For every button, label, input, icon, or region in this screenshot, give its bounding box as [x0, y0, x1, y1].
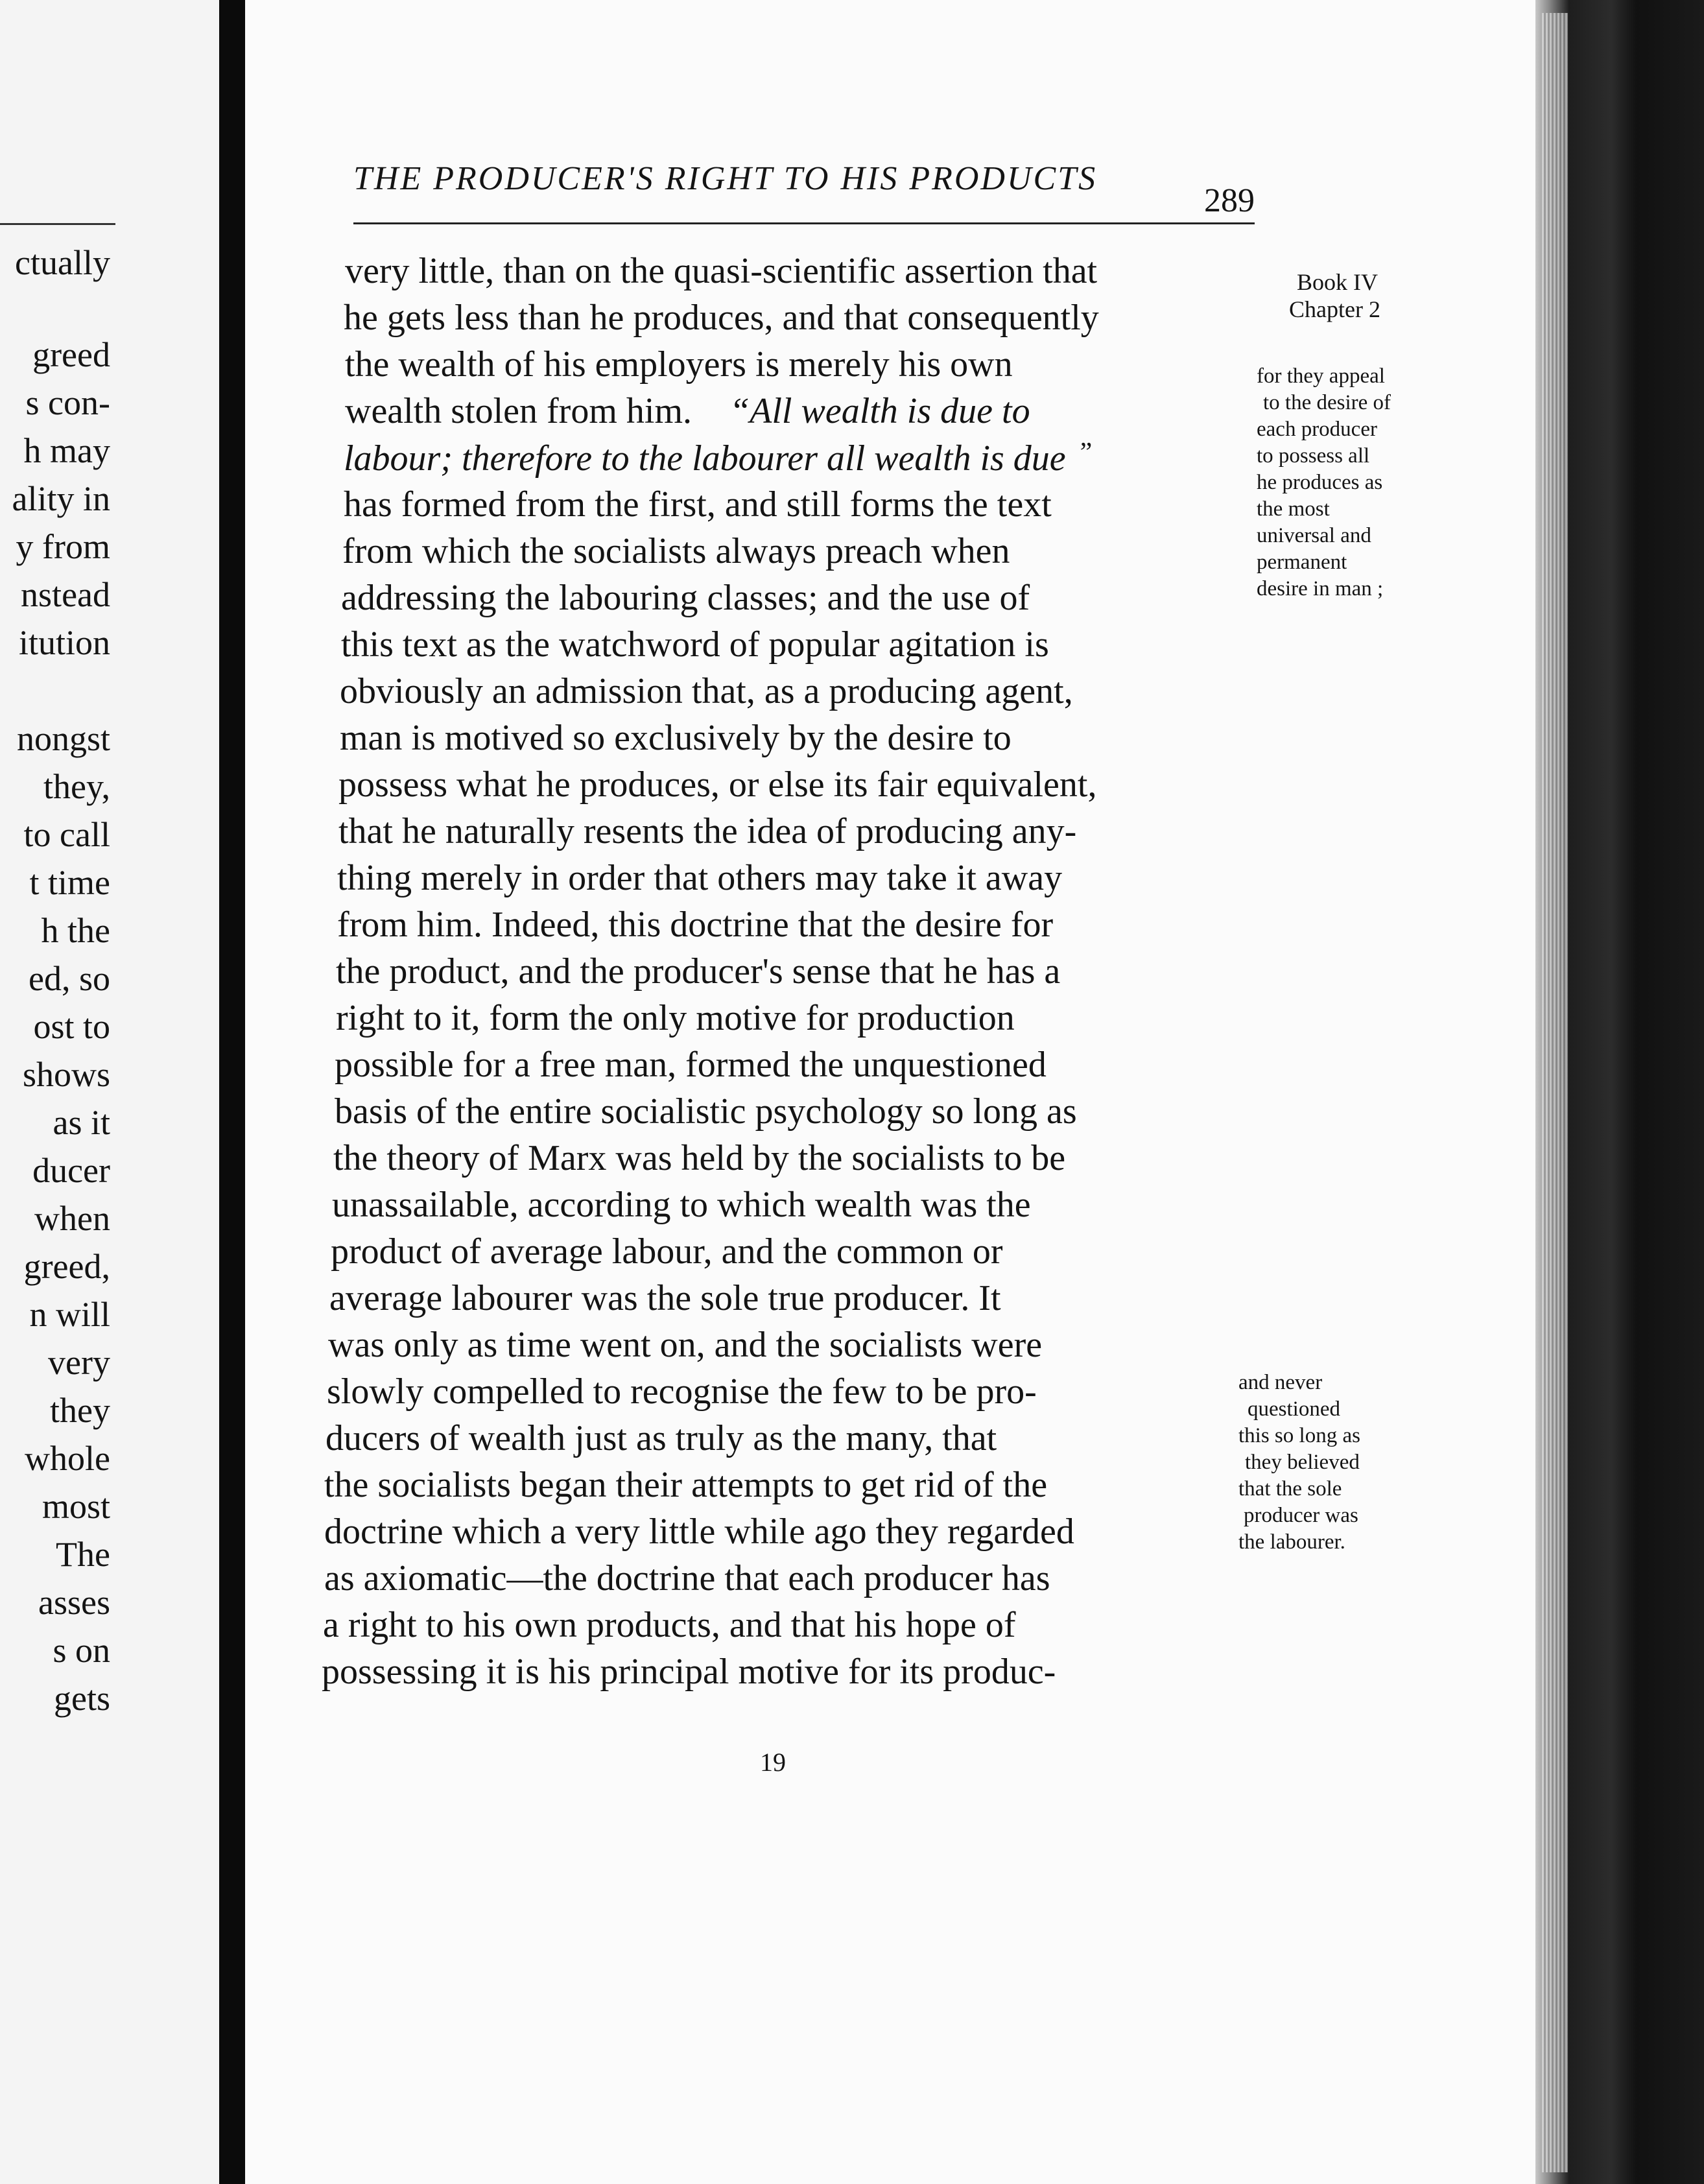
text-line: man is motived so exclusively by the desire to [340, 718, 1012, 758]
facing-line: greed [32, 335, 110, 374]
facing-line: ed, so [29, 959, 110, 998]
running-title: THE PRODUCER'S RIGHT TO HIS PRODUCTS [353, 160, 1098, 197]
text-line: addressing the labouring classes; and the use of [341, 578, 1030, 618]
side-note-line: for they appeal [1257, 364, 1385, 388]
side-note [1257, 363, 1391, 602]
text-line: from him. Indeed, this doctrine that the desire for [337, 905, 1054, 945]
text-line: slowly compelled to recognise the few to be pro- [327, 1371, 1037, 1412]
text-line: the theory of Marx was held by the socialists to be [333, 1138, 1066, 1178]
facing-line: h may [23, 431, 110, 470]
facing-line: s con- [25, 383, 110, 422]
facing-line: gets [54, 1679, 110, 1718]
side-note-line: universal and [1257, 524, 1371, 547]
facing-line: ducer [32, 1151, 110, 1190]
side-note-line: each producer [1257, 418, 1377, 441]
text-line: the socialists began their attempts to get rid of the [324, 1465, 1048, 1505]
book-label: Book IV [1297, 269, 1378, 295]
facing-line: n will [29, 1295, 110, 1334]
side-note-line: the most [1257, 497, 1330, 521]
facing-line: most [41, 1487, 110, 1526]
text-line [344, 437, 1092, 479]
text-line: this text as the watchword of popular agitation is [341, 624, 1049, 665]
text-line: ducers of wealth just as truly as the many, that [325, 1418, 997, 1458]
text-line: that he naturally resents the idea of producing any- [338, 811, 1077, 851]
facing-line: nongst [16, 719, 110, 758]
italic-quote: “All wealth is due to [729, 391, 1030, 431]
facing-line: shows [22, 1055, 110, 1094]
text-run: wealth stolen from him. [345, 391, 692, 431]
closing-quote: ” [1080, 438, 1093, 468]
side-note [1238, 1370, 1360, 1556]
text-line: product of average labour, and the common or [331, 1231, 1003, 1272]
facing-line: they, [43, 767, 110, 806]
facing-line: y from [16, 527, 110, 566]
text-line: was only as time went on, and the socialists were [328, 1325, 1043, 1365]
text-line: thing merely in order that others may take it away [337, 858, 1063, 898]
facing-line: whole [25, 1439, 110, 1478]
side-note-line: permanent [1257, 551, 1347, 574]
facing-line: greed, [23, 1247, 110, 1286]
text-line: the wealth of his employers is merely his own [345, 344, 1013, 385]
facing-line: h the [41, 911, 110, 950]
book-chapter-note [1289, 268, 1380, 323]
text-line: possessing it is his principal motive for its produc- [322, 1652, 1056, 1692]
side-note-line: he produces as [1257, 471, 1383, 494]
facing-line: itution [18, 623, 110, 662]
facing-line: very [48, 1343, 110, 1382]
facing-line: The [56, 1535, 110, 1574]
side-note-line: producer was [1244, 1504, 1358, 1527]
side-note-line: desire in man ; [1257, 577, 1384, 600]
side-note-line: they believed [1245, 1451, 1360, 1474]
text-line: a right to his own products, and that his hope of [323, 1605, 1016, 1645]
text-line: unassailable, according to which wealth was the [332, 1185, 1031, 1225]
text-line: as axiomatic—the doctrine that each producer has [324, 1558, 1050, 1598]
text-line: average labourer was the sole true producer. It [329, 1278, 1001, 1318]
facing-line: ost to [33, 1007, 110, 1046]
page-number: 289 [1204, 182, 1255, 219]
italic-quote: labour; therefore to the labourer all wealth is due [344, 438, 1066, 479]
side-note-line: and never [1238, 1371, 1323, 1394]
chapter-label: Chapter 2 [1289, 296, 1380, 322]
facing-line: s on [53, 1631, 110, 1670]
side-note-line: to possess all [1257, 444, 1370, 468]
facing-line: asses [38, 1583, 110, 1622]
text-line: basis of the entire socialistic psychology so long as [335, 1091, 1077, 1132]
signature-mark: 19 [760, 1748, 786, 1777]
text-line: obviously an admission that, as a producing agent, [340, 671, 1073, 711]
facing-line: as it [53, 1103, 110, 1142]
facing-line: nstead [21, 575, 110, 614]
facing-line: t time [29, 863, 110, 902]
side-note-line: this so long as [1238, 1424, 1360, 1447]
facing-line: ality in [12, 479, 110, 518]
facing-line: ctually [15, 243, 110, 282]
text-line [345, 390, 1030, 432]
facing-line: to call [23, 815, 110, 854]
text-line: right to it, form the only motive for production [336, 998, 1015, 1038]
side-note-line: that the sole [1238, 1477, 1342, 1501]
side-note-line: questioned [1248, 1397, 1340, 1421]
side-note-line: the labourer. [1238, 1530, 1345, 1554]
facing-line: they [50, 1391, 110, 1430]
text-line: possible for a free man, formed the unquestioned [335, 1045, 1047, 1085]
text-line: possess what he produces, or else its fair equivalent, [338, 765, 1097, 805]
text-line: very little, than on the quasi-scientific assertion that [345, 251, 1098, 291]
text-line: has formed from the first, and still forms the text [344, 484, 1052, 525]
side-note-line: to the desire of [1263, 391, 1391, 414]
text-line: he gets less than he produces, and that consequently [344, 298, 1099, 338]
text-line: from which the socialists always preach when [342, 531, 1010, 571]
text-line: the product, and the producer's sense that he has a [336, 951, 1061, 991]
text-line: doctrine which a very little while ago they regarded [324, 1512, 1074, 1552]
facing-line: when [34, 1199, 110, 1238]
